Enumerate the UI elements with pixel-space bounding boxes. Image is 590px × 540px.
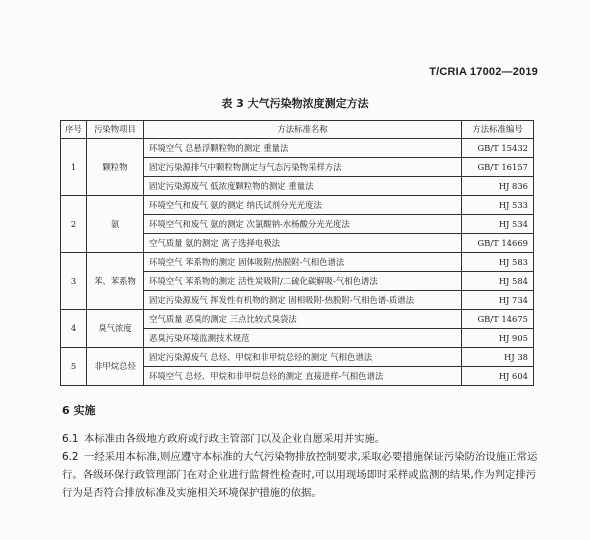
- table-title: 表 3 大气污染物浓度测定方法: [221, 97, 369, 110]
- standard-code: GB/T 15432: [462, 139, 534, 158]
- table-row: [61, 348, 534, 367]
- table-header-row: [61, 121, 534, 139]
- method-name: 环境空气 苯系物的测定 活性炭吸附/二硫化碳解吸-气相色谱法: [144, 272, 462, 291]
- document-code: T/CRIA 17002—2019: [429, 66, 538, 78]
- method-name: 固定污染源废气 总烃、甲烷和非甲烷总烃的测定 气相色谱法: [144, 348, 462, 367]
- pollutant-name: 颗粒物: [87, 139, 144, 196]
- standard-code: HJ 583: [462, 253, 534, 272]
- standard-code: HJ 905: [462, 329, 534, 348]
- standard-code: GB/T 14675: [462, 310, 534, 329]
- row-number: 5: [61, 348, 87, 386]
- paragraph-number: 6.1: [62, 433, 79, 445]
- header-pollutant: 污染物项目: [87, 121, 144, 139]
- standard-code: HJ 38: [462, 348, 534, 367]
- table-row: [61, 196, 534, 215]
- method-standards-table: [60, 120, 534, 386]
- paragraph-number: 6.2: [62, 451, 79, 463]
- method-name: 固定污染源废气 挥发性有机物的测定 固相吸附-热脱附-气相色谱-质谱法: [144, 291, 462, 310]
- paragraph-6-2: [62, 448, 538, 502]
- method-name: 固定污染源废气 低浓度颗粒物的测定 重量法: [144, 177, 462, 196]
- pollutant-name: 苯、苯系物: [87, 253, 144, 310]
- header-standard-code: 方法标准编号: [462, 121, 534, 139]
- table-row: [61, 139, 534, 158]
- method-name: 空气质量 恶臭的测定 三点比较式臭袋法: [144, 310, 462, 329]
- method-name: 环境空气和废气 氨的测定 次氯酸钠-水杨酸分光光度法: [144, 215, 462, 234]
- pollutant-name: 臭气浓度: [87, 310, 144, 348]
- paragraph-text: 本标准由各级地方政府或行政主管部门以及企业自愿采用并实施。: [84, 433, 386, 445]
- method-name: 环境空气和废气 氨的测定 纳氏试剂分光光度法: [144, 196, 462, 215]
- method-name: 空气质量 氨的测定 离子选择电极法: [144, 234, 462, 253]
- method-name: 固定污染源排气中颗粒物测定与气态污染物采样方法: [144, 158, 462, 177]
- section-heading: 6 实施: [62, 404, 96, 417]
- header-method-name: 方法标准名称: [144, 121, 462, 139]
- table-row: [61, 310, 534, 329]
- table-row: [61, 253, 534, 272]
- standard-code: GB/T 16157: [462, 158, 534, 177]
- method-name: 环境空气 苯系物的测定 固体吸附/热脱附-气相色谱法: [144, 253, 462, 272]
- standard-code: GB/T 14669: [462, 234, 534, 253]
- pollutant-name: 氨: [87, 196, 144, 253]
- row-number: 3: [61, 253, 87, 310]
- row-number: 4: [61, 310, 87, 348]
- row-number: 1: [61, 139, 87, 196]
- row-number: 2: [61, 196, 87, 253]
- header-number: 序号: [61, 121, 87, 139]
- paragraph-text: 一经采用本标准,则应遵守本标准的大气污染物排放控制要求,采取必要措施保证污染防治设施正常运行。各级环保行政管理部门在对企业进行监督性检查时,可以用现场即时采样或监测的结果,作为判定排污行为是否符合排放标准及实施相关环境保护措施的依据。: [62, 451, 538, 499]
- standard-code: HJ 534: [462, 215, 534, 234]
- method-name: 恶臭污染环境监测技术规范: [144, 329, 462, 348]
- paragraph-6-1: [62, 430, 538, 448]
- standard-code: HJ 604: [462, 367, 534, 386]
- standard-code: HJ 836: [462, 177, 534, 196]
- pollutant-name: 非甲烷总烃: [87, 348, 144, 386]
- method-name: 环境空气 总烃、甲烷和非甲烷总烃的测定 直接进样-气相色谱法: [144, 367, 462, 386]
- standard-code: HJ 734: [462, 291, 534, 310]
- method-name: 环境空气 总悬浮颗粒物的测定 重量法: [144, 139, 462, 158]
- standard-code: HJ 533: [462, 196, 534, 215]
- standard-code: HJ 584: [462, 272, 534, 291]
